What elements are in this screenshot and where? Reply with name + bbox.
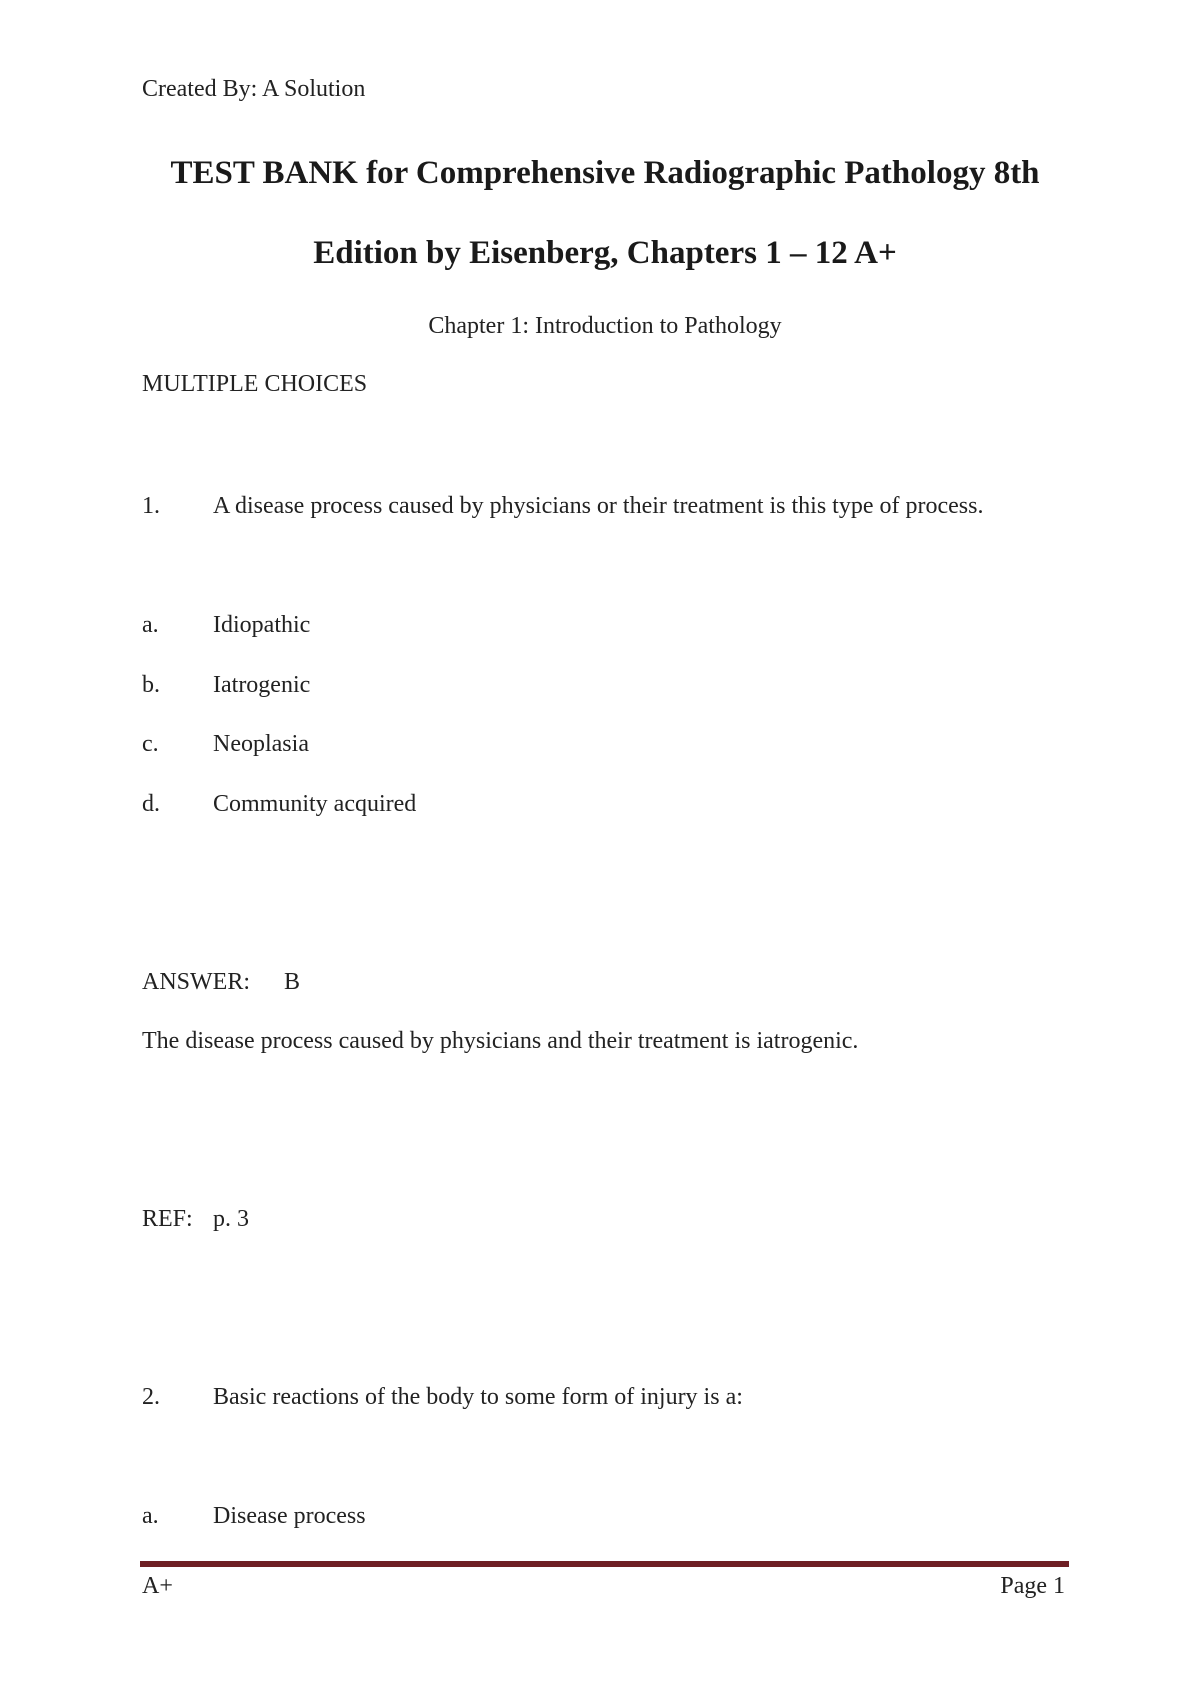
question-2-number: 2. [142, 1384, 160, 1410]
question-2-option-a-text: Disease process [213, 1503, 366, 1529]
question-1-option-d-letter: d. [142, 791, 160, 817]
question-1-option-a-letter: a. [142, 612, 159, 638]
header-created-by: Created By: A Solution [142, 76, 366, 102]
document-title-line-1: TEST BANK for Comprehensive Radiographic Pathology 8th [170, 155, 1040, 191]
question-1-option-d-text: Community acquired [213, 791, 417, 817]
answer-value: B [284, 969, 301, 995]
answer-explanation: The disease process caused by physicians and their treatment is iatrogenic. [142, 1028, 859, 1054]
question-1-text: A disease process caused by physicians or their treatment is this type of process. [213, 493, 984, 519]
document-title-line-2: Edition by Eisenberg, Chapters 1 – 12 A+ [313, 235, 897, 271]
footer-divider [140, 1561, 1069, 1567]
question-1-option-c-text: Neoplasia [213, 731, 309, 757]
ref-value: p. 3 [213, 1206, 249, 1232]
question-2-text: Basic reactions of the body to some form of injury is a: [213, 1384, 743, 1410]
question-1-option-a-text: Idiopathic [213, 612, 311, 638]
footer-left-text: A+ [142, 1573, 173, 1599]
section-heading: MULTIPLE CHOICES [142, 371, 368, 397]
question-1-number: 1. [142, 493, 160, 519]
ref-label: REF: [142, 1206, 193, 1232]
page-number: Page 1 [1000, 1573, 1065, 1599]
question-1-option-c-letter: c. [142, 731, 159, 757]
question-1-option-b-text: Iatrogenic [213, 672, 311, 698]
question-2-option-a-letter: a. [142, 1503, 159, 1529]
question-1-option-b-letter: b. [142, 672, 160, 698]
answer-label: ANSWER: [142, 969, 250, 995]
chapter-heading: Chapter 1: Introduction to Pathology [428, 313, 782, 339]
